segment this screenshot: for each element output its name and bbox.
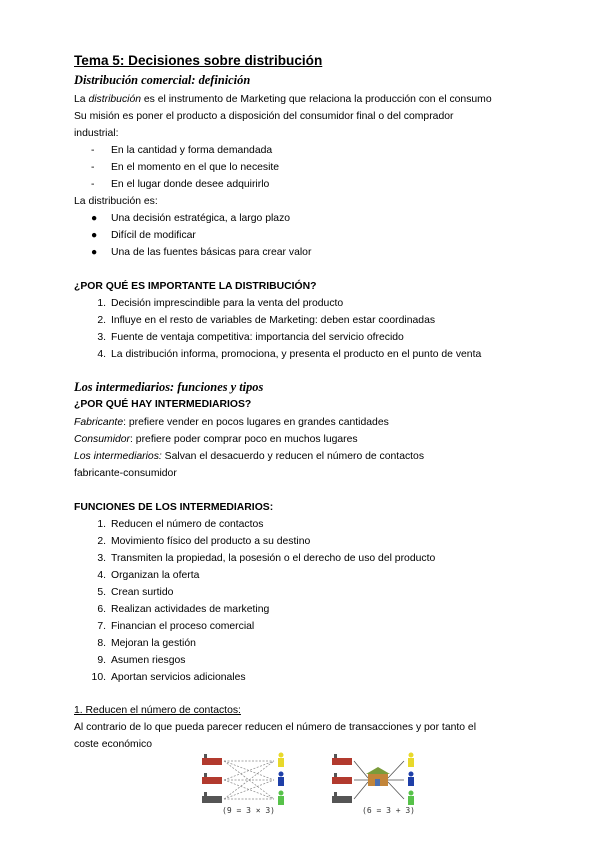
number-marker: 2.	[97, 315, 106, 326]
store-icon	[366, 767, 390, 786]
section-definition-title: Distribución comercial: definición	[74, 73, 251, 87]
list-item-text: Realizan actividades de marketing	[111, 604, 270, 615]
list-item-text: Aportan servicios adicionales	[111, 672, 246, 683]
list-item-text: Crean surtido	[111, 587, 174, 598]
consumer-icon	[278, 753, 284, 806]
mission-paragraph-line2: industrial:	[74, 128, 119, 139]
numbered-list-item	[91, 295, 343, 312]
bullet-marker: ●	[91, 230, 98, 241]
emphasis-intermediarios: Los intermediarios:	[74, 451, 162, 462]
list-item-text: Financian el proceso comercial	[111, 621, 255, 632]
number-marker: 8.	[97, 638, 106, 649]
number-marker: 5.	[97, 587, 106, 598]
numbered-list-item	[91, 601, 269, 618]
reduce-contacts-paragraph-line1: Al contrario de lo que pueda parecer reducen el número de transacciones y por tanto el	[74, 722, 477, 733]
reduce-contacts-paragraph-line2: coste económico	[74, 739, 152, 750]
text: es el instrumento de Marketing que relaciona la producción con el consumo	[141, 94, 492, 105]
dash-marker: -	[91, 162, 95, 173]
diagram-left-caption: (9 = 3 × 3)	[222, 806, 275, 815]
list-item-text: Movimiento físico del producto a su destino	[111, 536, 311, 547]
number-marker: 1.	[97, 519, 106, 530]
numbered-list-item	[91, 584, 173, 601]
factory-icon	[332, 754, 352, 803]
number-marker: 3.	[97, 553, 106, 564]
bullet-list-item	[91, 210, 290, 227]
list-item-text: En el lugar donde desee adquirirlo	[111, 179, 270, 190]
dash-list-item	[91, 159, 279, 176]
list-item-text: Una de las fuentes básicas para crear valor	[111, 247, 312, 258]
list-item-text: Asumen riesgos	[111, 655, 186, 666]
numbered-list-item	[91, 618, 254, 635]
numbered-list-item	[91, 533, 310, 550]
numbered-list-item	[91, 550, 435, 567]
dash-list-item	[91, 176, 269, 193]
number-marker: 6.	[97, 604, 106, 615]
number-marker: 4.	[97, 570, 106, 581]
section-intermediaries-title: Los intermediarios: funciones y tipos	[74, 380, 264, 394]
numbered-list-item	[91, 635, 196, 652]
list-item-text: Organizan la oferta	[111, 570, 200, 581]
numbered-list-item	[91, 346, 481, 363]
list-item-text: Transmiten la propiedad, la posesión o el derecho de uso del producto	[111, 553, 436, 564]
numbered-list-item	[91, 516, 264, 533]
why-intermediaries-heading: ¿POR QUÉ HAY INTERMEDIARIOS?	[74, 399, 252, 410]
intermediaries-line-cont: fabricante-consumidor	[74, 468, 177, 479]
bullet-list-item	[91, 244, 311, 261]
factory-icon	[202, 754, 222, 803]
contact-lines	[224, 761, 274, 799]
number-marker: 3.	[97, 332, 106, 343]
intermediaries-line	[74, 448, 424, 465]
number-marker: 7.	[97, 621, 106, 632]
text: : prefiere vender en pocos lugares en grandes cantidades	[123, 417, 389, 428]
emphasis-fabricante: Fabricante	[74, 417, 124, 428]
consumer-line	[74, 431, 358, 448]
numbered-list-item	[91, 567, 199, 584]
reduce-contacts-heading: 1. Reducen el número de contactos:	[74, 705, 241, 716]
distribution-is-label: La distribución es:	[74, 196, 158, 207]
list-item-text: Difícil de modificar	[111, 230, 196, 241]
list-item-text: La distribución informa, promociona, y presenta el producto en el punto de venta	[111, 349, 482, 360]
intermediary-contacts-diagram	[330, 750, 420, 812]
numbered-list-item	[91, 329, 404, 346]
dash-list-item	[91, 142, 272, 159]
direct-contacts-diagram	[200, 750, 290, 812]
manufacturer-line	[74, 414, 389, 431]
number-marker: 2.	[97, 536, 106, 547]
number-marker: 10.	[91, 672, 106, 683]
functions-heading: FUNCIONES DE LOS INTERMEDIARIOS:	[74, 502, 274, 513]
importance-heading: ¿POR QUÉ ES IMPORTANTE LA DISTRIBUCIÓN?	[74, 281, 317, 292]
page-title: Tema 5: Decisiones sobre distribución	[74, 53, 323, 68]
list-item-text: En la cantidad y forma demandada	[111, 145, 273, 156]
number-marker: 4.	[97, 349, 106, 360]
mission-paragraph-line1: Su misión es poner el producto a disposición del consumidor final o del comprador	[74, 111, 454, 122]
text: Salvan el desacuerdo y reducen el número de contactos	[161, 451, 425, 462]
dash-marker: -	[91, 145, 95, 156]
emphasis-distribucion: distribución	[88, 94, 142, 105]
bullet-list-item	[91, 227, 196, 244]
numbered-list-item	[91, 652, 186, 669]
numbered-list-item	[91, 312, 435, 329]
list-item-text: En el momento en el que lo necesite	[111, 162, 280, 173]
emphasis-consumidor: Consumidor	[74, 434, 131, 445]
numbered-list-item	[91, 669, 246, 686]
list-item-text: Fuente de ventaja competitiva: importancia del servicio ofrecido	[111, 332, 404, 343]
text: La	[74, 94, 89, 105]
bullet-marker: ●	[91, 247, 98, 258]
list-item-text: Decisión imprescindible para la venta del producto	[111, 298, 344, 309]
text: : prefiere poder comprar poco en muchos lugares	[130, 434, 358, 445]
number-marker: 1.	[97, 298, 106, 309]
list-item-text: Reducen el número de contactos	[111, 519, 264, 530]
diagram-right-caption: (6 = 3 + 3)	[362, 806, 415, 815]
dash-marker: -	[91, 179, 95, 190]
definition-paragraph	[74, 91, 492, 108]
list-item-text: Una decisión estratégica, a largo plazo	[111, 213, 291, 224]
list-item-text: Mejoran la gestión	[111, 638, 196, 649]
consumer-icon	[408, 753, 414, 806]
list-item-text: Influye en el resto de variables de Marketing: deben estar coordinadas	[111, 315, 436, 326]
number-marker: 9.	[97, 655, 106, 666]
bullet-marker: ●	[91, 213, 98, 224]
